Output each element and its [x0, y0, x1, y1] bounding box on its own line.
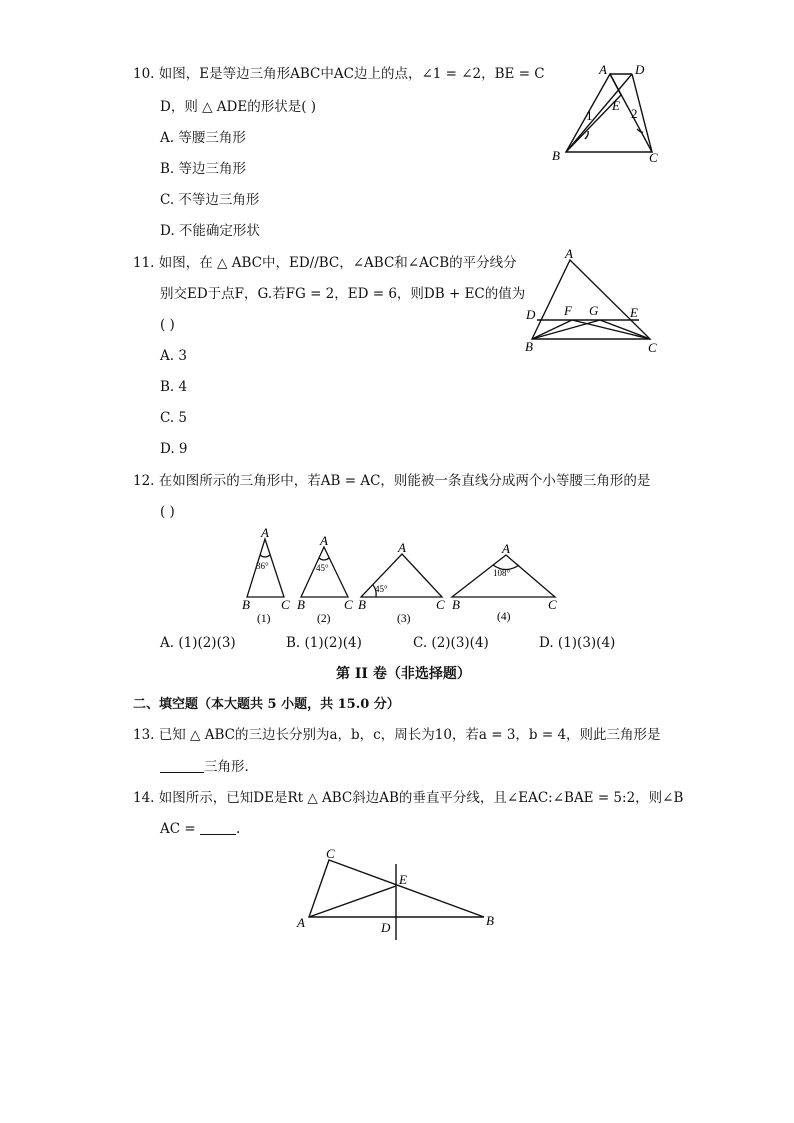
q11-label-f: F [564, 303, 572, 318]
q12-fig4-a: A [502, 541, 510, 556]
q12-fig1-b: B [242, 597, 250, 612]
q10-option-c: C. 不等边三角形 [160, 192, 260, 208]
q14-label-c: C [326, 846, 335, 861]
q13-answer-blank[interactable] [160, 758, 204, 773]
q14-figure [290, 840, 505, 945]
q11-label-g: G [589, 303, 599, 318]
q11-option-a: A. 3 [160, 348, 187, 364]
q12-fig3-b: B [358, 597, 366, 612]
q11-line1: 11. 如图，在 △ ABC中，ED//BC，∠ABC和∠ACB的平分线分 [133, 255, 517, 271]
q10-label-1: 1 [586, 108, 593, 123]
q10-line1: 10. 如图，E是等边三角形ABC中AC边上的点，∠1 = ∠2，BE = C [133, 66, 545, 82]
q14-line2 [160, 819, 240, 839]
q10-label-a: A [599, 62, 607, 77]
q12-fig2-c: C [344, 597, 353, 612]
q10-line2: D，则 △ ADE的形状是( ) [160, 99, 317, 115]
q14-line2-suffix: . [235, 821, 241, 837]
q12-fig3-angle: 45° [375, 584, 388, 594]
q13-line2 [160, 757, 249, 777]
q10-label-d: D [635, 62, 645, 77]
q11-option-b: B. 4 [160, 379, 188, 395]
q14-label-a: A [297, 915, 305, 930]
q12-line2: ( ) [160, 504, 175, 520]
q12-fig2-angle: 45° [316, 563, 329, 573]
q11-label-d: D [526, 307, 536, 322]
q11-label-a: A [565, 246, 573, 261]
q10-option-b: B. 等边三角形 [160, 161, 247, 177]
q11-line2: 别交ED于点F，G.若FG = 2，ED = 6，则DB + EC的值为 [160, 286, 526, 302]
q14-label-d: D [381, 920, 391, 935]
q12-fig3-caption: (3) [397, 613, 411, 625]
q13-line1: 13. 已知 △ ABC的三边长分别为a，b，c，周长为10，若a = 3，b = 4，则此三角形是 [133, 727, 661, 743]
q10-label-b: B [552, 148, 560, 163]
q14-line2-prefix: AC = [160, 821, 200, 837]
q12-option-b: B. (1)(2)(4) [286, 635, 362, 651]
q14-label-e: E [399, 872, 407, 887]
section2-heading: 二、填空题（本大题共 5 小题，共 15.0 分） [133, 697, 400, 712]
q12-fig4-caption: (4) [497, 611, 511, 623]
q10-label-2: 2 [631, 106, 638, 121]
q12-fig2-b: B [297, 597, 305, 612]
q12-fig2-caption: (2) [317, 613, 331, 625]
q10-label-c: C [649, 150, 658, 165]
q12-fig2-a: A [320, 533, 328, 548]
q12-triangle-3 [361, 554, 442, 597]
q10-option-a: A. 等腰三角形 [160, 130, 246, 146]
q12-fig4-b: B [452, 597, 460, 612]
q12-option-a: A. (1)(2)(3) [160, 635, 236, 651]
q13-line2-suffix: 三角形. [204, 759, 249, 775]
q11-label-e: E [630, 305, 638, 320]
q11-label-c: C [648, 340, 657, 355]
q10-option-d: D. 不能确定形状 [160, 223, 260, 239]
q11-option-d: D. 9 [160, 441, 188, 457]
q12-fig3-c: C [436, 597, 445, 612]
q12-fig1-caption: (1) [257, 613, 271, 625]
q12-fig3-a: A [398, 540, 406, 555]
q12-fig4-angle: 108° [493, 568, 511, 578]
q11-figure [520, 245, 670, 357]
q10-figure [545, 58, 675, 170]
q12-option-d: D. (1)(3)(4) [539, 635, 616, 651]
q12-fig1-a: A [261, 528, 269, 540]
q14-line1: 14. 如图所示，已知DE是Rt △ ABC斜边AB的垂直平分线，且∠EAC:∠BAE = 5:2，则∠B [133, 790, 684, 806]
q12-fig4-c: C [548, 597, 557, 612]
q11-option-c: C. 5 [160, 410, 188, 426]
q12-figures [235, 528, 565, 628]
q12-fig1-angle: 36° [256, 561, 269, 571]
q14-answer-blank[interactable] [200, 820, 236, 835]
q11-line3: ( ) [160, 317, 175, 333]
q12-fig1-c: C [281, 597, 290, 612]
q11-label-b: B [525, 339, 533, 354]
q10-label-e: E [612, 98, 620, 113]
q14-label-b: B [486, 913, 494, 928]
q12-option-c: C. (2)(3)(4) [413, 635, 489, 651]
part2-title: 第 II 卷（非选择题） [336, 666, 471, 682]
q12-line1: 12. 在如图所示的三角形中，若AB = AC，则能被一条直线分成两个小等腰三角形的是 [133, 473, 651, 489]
